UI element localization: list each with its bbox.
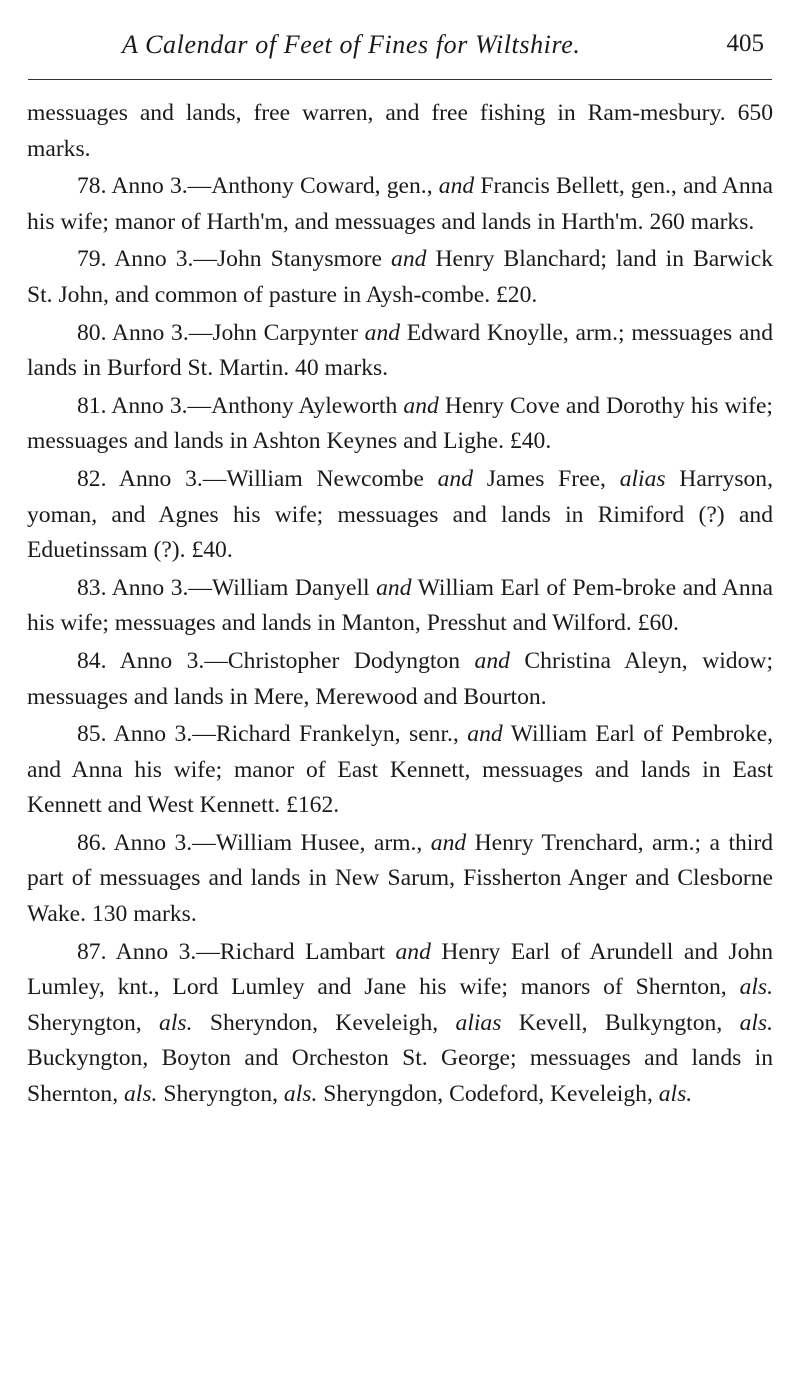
calendar-entries [27, 96, 773, 1115]
entry-82: 82. Anno 3.—William Newcombe and James Free, alias Harryson, yoman, and Agnes his wife; messuages and lands in Rimiford (?) and Eduetinssam (?). £40. [27, 465, 773, 564]
entry-85: 85. Anno 3.—Richard Frankelyn, senr., and William Earl of Pembroke, and Anna his wife; manor of East Kennett, messuages and lands in East Kennett and West Kennett. £162. [27, 721, 773, 819]
entry-79: 79. Anno 3.—John Stanysmore and Henry Blanchard; land in Barwick St. John, and common of pasture in Aysh-combe. £20. [27, 246, 773, 308]
page-number: 405 [726, 30, 764, 57]
header-rule [28, 79, 772, 80]
page-header [0, 30, 800, 70]
entry-84: 84. Anno 3.—Christopher Dodyngton and Christina Aleyn, widow; messuages and lands in Mere, Merewood and Bourton. [27, 647, 773, 710]
entry-78: 78. Anno 3.—Anthony Coward, gen., and Francis Bellett, gen., and Anna his wife; manor of Harth'm, and messuages and lands in Harth'm. 260 marks. [27, 173, 773, 235]
entry-87: 87. Anno 3.—Richard Lambart and Henry Earl of Arundell and John Lumley, knt., Lord Lumley and Jane his wife; manors of Shernton, als. Sheryngton, als. Sheryndon, Keveleigh, alias Kevell, Bulkyngton, als. Buckyngton, Boyton and Orcheston St. George; messuages and lands in Shernton, als. Sheryngton, als. Sheryngdon, Codeford, Keveleigh, als. [27, 938, 773, 1108]
entry-81: 81. Anno 3.—Anthony Ayleworth and Henry Cove and Dorothy his wife; messuages and lands in Ashton Keynes and Lighe. £40. [27, 392, 773, 455]
entry-83: 83. Anno 3.—William Danyell and William Earl of Pem-broke and Anna his wife; messuages and lands in Manton, Presshut and Wilford. £60. [27, 574, 773, 637]
entry-80: 80. Anno 3.—John Carpynter and Edward Knoylle, arm.; messuages and lands in Burford St. Martin. 40 marks. [27, 319, 773, 382]
running-title: A Calendar of Feet of Fines for Wiltshire. [122, 30, 581, 59]
entry-86: 86. Anno 3.—William Husee, arm., and Henry Trenchard, arm.; a third part of messuages and lands in New Sarum, Fissherton Anger and Clesborne Wake. 130 marks. [27, 829, 774, 928]
entry-continued: messuages and lands, free warren, and free fishing in Ram-mesbury. 650 marks. [27, 100, 773, 162]
